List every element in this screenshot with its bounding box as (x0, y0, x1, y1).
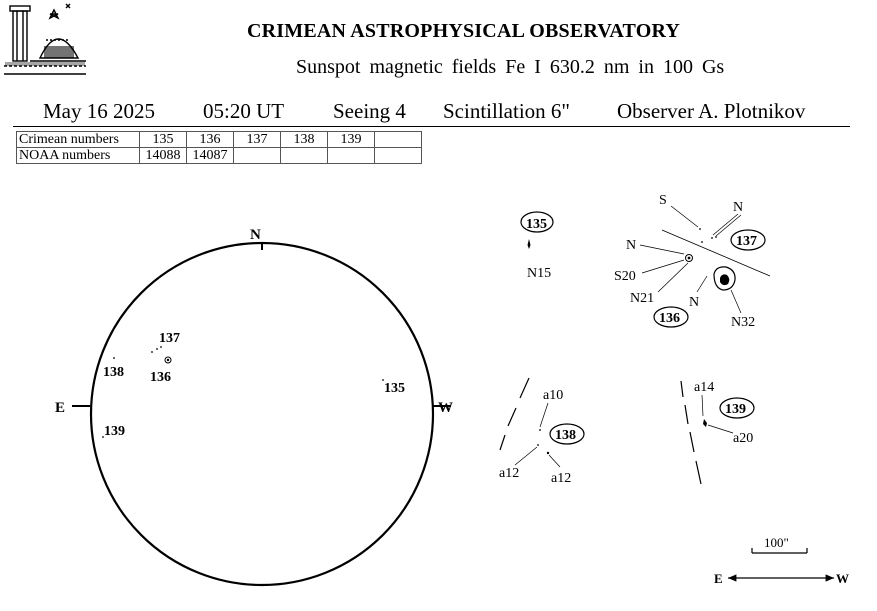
leader-line (549, 455, 560, 467)
crimean-number-cell: 139 (328, 132, 375, 148)
field-label: a20 (733, 431, 754, 446)
field-label: a12 (551, 471, 572, 486)
field-label: S20 (614, 269, 636, 284)
field-label: N (733, 200, 744, 215)
scale-bar-label: 100" (764, 535, 789, 550)
leader-line (540, 403, 548, 427)
disk-region-label: 139 (104, 424, 125, 439)
sunspot-mark (715, 236, 717, 238)
east-label: E (55, 400, 66, 416)
region-id: 136 (659, 311, 680, 326)
arrow-west-label: W (836, 571, 849, 586)
leader-line (671, 206, 698, 227)
field-label: N15 (527, 266, 552, 281)
west-label: W (438, 400, 453, 416)
disk-spots (102, 346, 384, 438)
sunspot-mark (528, 239, 531, 249)
leader-line (658, 263, 688, 292)
page-title: CRIMEAN ASTROPHYSICAL OBSERVATORY (247, 20, 681, 42)
sunspot-mark (699, 228, 701, 230)
east-west-arrow (714, 571, 849, 586)
sunspot-mark (701, 241, 703, 243)
region-135-detail (521, 212, 553, 281)
crimean-numbers-label: Crimean numbers (17, 132, 140, 148)
disk-region-label: 138 (103, 365, 124, 380)
observation-date: May 16 2025 (43, 99, 155, 123)
field-label: N32 (731, 315, 756, 330)
leader-line (640, 245, 684, 254)
disk-region-label: 137 (159, 331, 180, 346)
page-subtitle: Sunspot magnetic fields Fe I 630.2 nm in 100 Gs (296, 56, 725, 78)
region-139-detail (681, 380, 754, 484)
field-label: a12 (499, 466, 520, 481)
region-id: 138 (555, 428, 576, 443)
north-label: N (250, 227, 261, 243)
leader-line (731, 290, 741, 313)
noaa-number-cell: 14088 (140, 148, 187, 164)
sunspot-mark (711, 237, 713, 239)
seeing-value: Seeing 4 (333, 99, 406, 123)
field-label: N (689, 295, 700, 310)
field-label: a14 (694, 380, 715, 395)
field-label: N (626, 238, 637, 253)
sunspot-mark (537, 444, 539, 446)
region-id: 139 (725, 402, 746, 417)
leader-line (708, 425, 733, 433)
field-label: N21 (630, 291, 655, 306)
limb-arc (500, 378, 529, 450)
leader-line (702, 395, 703, 416)
scale-bar (752, 535, 807, 553)
crimean-number-cell: 136 (187, 132, 234, 148)
observation-time: 05:20 UT (203, 99, 285, 123)
field-label: S (659, 193, 667, 208)
region-138-detail (499, 378, 584, 486)
sunspot-mark (703, 419, 707, 427)
disk-region-label: 135 (384, 381, 405, 396)
field-label: a10 (543, 388, 564, 403)
limb-arc (681, 381, 701, 484)
sunspot-umbra (720, 274, 729, 285)
disk-region-label: 136 (150, 370, 171, 385)
region-id: 137 (736, 234, 757, 249)
crimean-number-cell: 135 (140, 132, 187, 148)
region-137-136-detail (614, 193, 770, 330)
noaa-numbers-label: NOAA numbers (17, 148, 140, 164)
scintillation-value: Scintillation 6" (443, 99, 570, 123)
arrow-east-label: E (714, 571, 723, 586)
sunspot-mark (547, 452, 549, 454)
solar-disk-outline (91, 243, 433, 585)
noaa-number-cell: 14087 (187, 148, 234, 164)
leader-line (515, 447, 537, 465)
crimean-number-cell: 138 (281, 132, 328, 148)
sunspot-umbra (688, 257, 691, 260)
leader-line (697, 276, 707, 292)
crimean-number-cell: 137 (234, 132, 281, 148)
sunspot-mark (539, 429, 541, 431)
region-id: 135 (526, 217, 547, 232)
solar-disk (55, 227, 453, 585)
leader-line (642, 260, 684, 273)
observer-name: Observer A. Plotnikov (617, 99, 806, 123)
leader-line (713, 214, 738, 235)
